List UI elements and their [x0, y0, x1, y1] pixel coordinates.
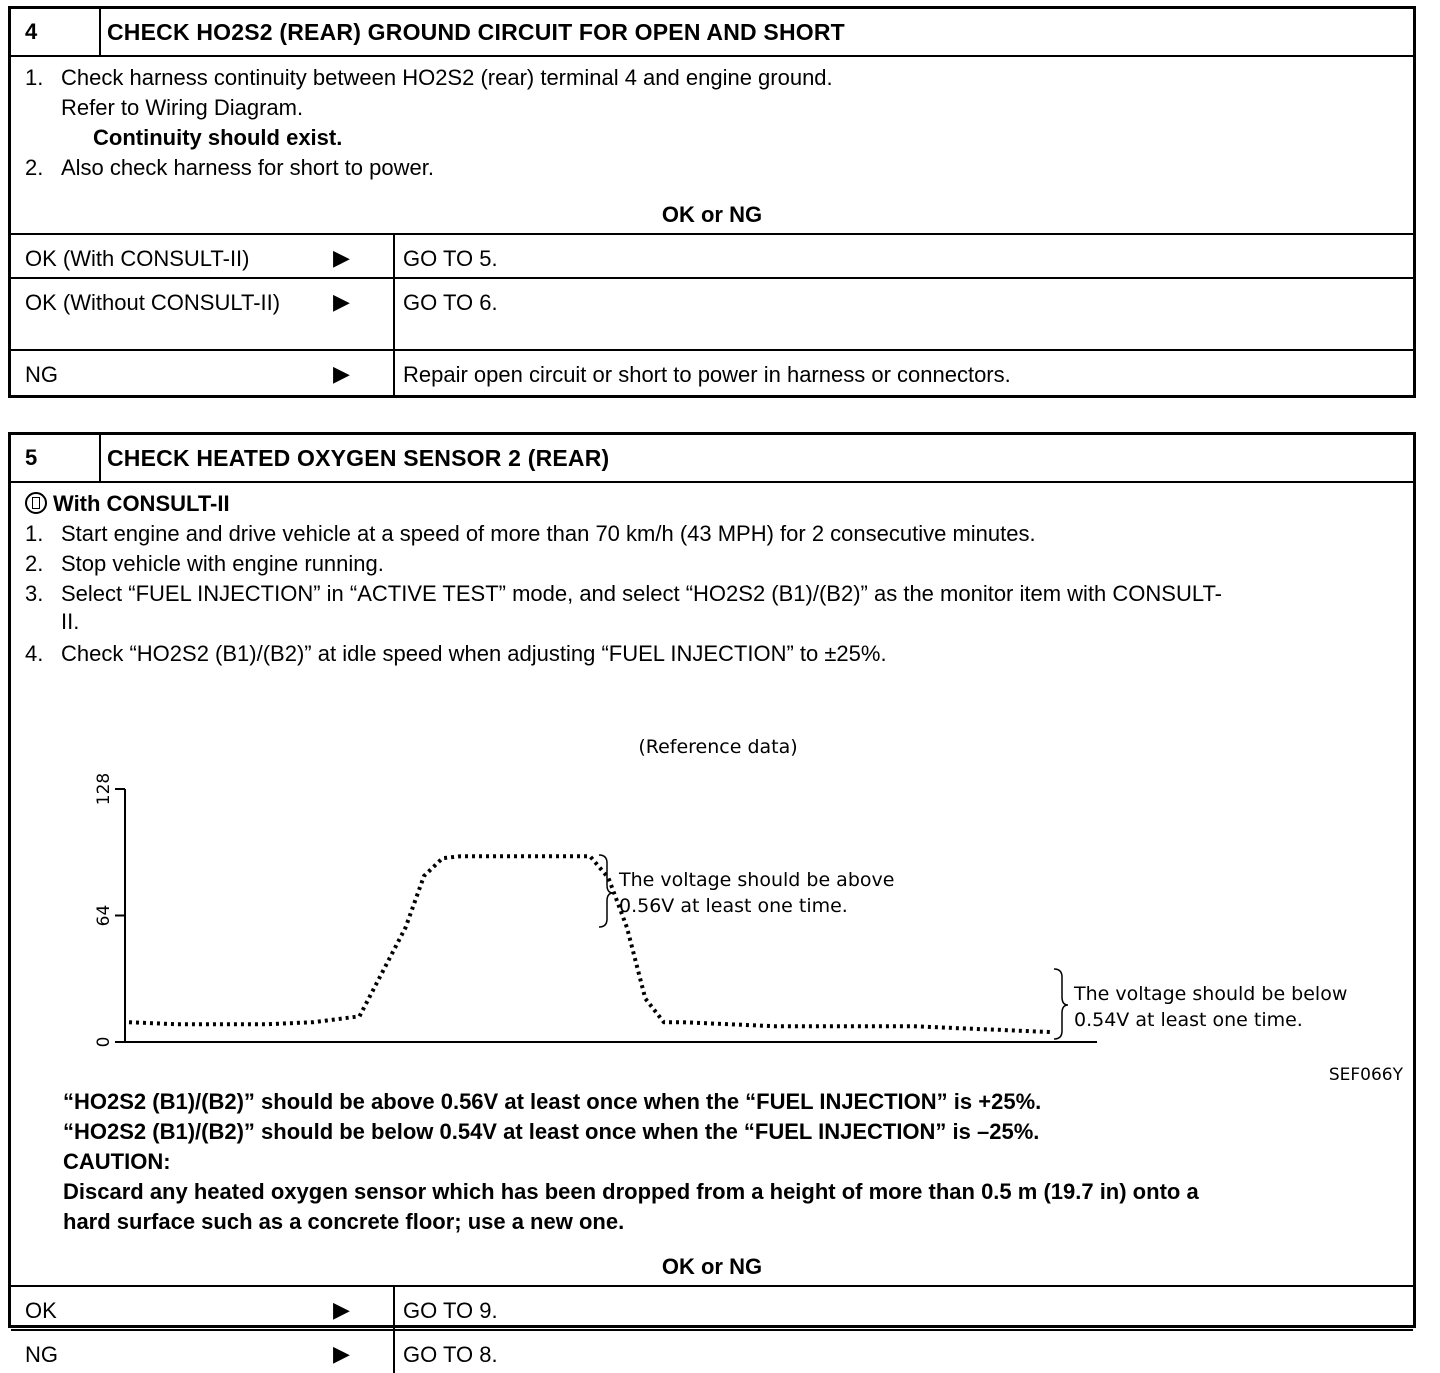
arrow-icon: ▶	[333, 1341, 350, 1366]
instruction-line: 3. Select “FUEL INJECTION” in “ACTIVE TEST” mode, and select “HO2S2 (B1)/(B2)” as the monitor item with CONSULT-	[25, 581, 1223, 606]
step-5-box	[8, 432, 1416, 1367]
step-4-box	[8, 6, 1416, 398]
instruction-line: 2. Also check harness for short to power.	[25, 155, 434, 180]
result-action: GO TO 9.	[403, 1298, 498, 1323]
result-row	[11, 277, 1413, 351]
voltage-series-line	[129, 856, 1051, 1032]
result-condition: OK (With CONSULT-II)	[25, 246, 250, 271]
step-title: CHECK HO2S2 (REAR) GROUND CIRCUIT FOR OPEN AND SHORT	[107, 19, 845, 45]
result-row	[11, 233, 1413, 279]
step-5-header	[11, 435, 1413, 483]
step-number: 5	[11, 435, 101, 481]
instruction-line: 4. Check “HO2S2 (B1)/(B2)” at idle speed when adjusting “FUEL INJECTION” to ±25%.	[25, 641, 887, 666]
instruction-line: 2. Stop vehicle with engine running.	[25, 551, 384, 576]
figure-code: SEF066Y	[1328, 1065, 1403, 1085]
instruction-line: II.	[61, 609, 80, 634]
arrow-icon: ▶	[333, 289, 350, 314]
step-title: CHECK HEATED OXYGEN SENSOR 2 (REAR)	[107, 445, 610, 471]
result-row	[11, 1285, 1413, 1331]
arrow-icon: ▶	[333, 245, 350, 270]
caution-text: Discard any heated oxygen sensor which has been dropped from a height of more than 0.5 m (19.7 in) onto a	[63, 1179, 1199, 1204]
result-condition: OK	[25, 1298, 57, 1323]
result-action: GO TO 6.	[403, 290, 498, 315]
instruction-line: 1. Start engine and drive vehicle at a speed of more than 70 km/h (43 MPH) for 2 consecutive minutes.	[25, 521, 1036, 546]
annotation-below: The voltage should be below 0.54V at least one time.	[1074, 983, 1348, 1031]
note-line: “HO2S2 (B1)/(B2)” should be above 0.56V at least once when the “FUEL INJECTION” is +25%.	[63, 1089, 1042, 1114]
y-tick-label: 0	[94, 1036, 114, 1048]
annotation-above: The voltage should be above 0.56V at least one time.	[619, 869, 895, 917]
caution-label: CAUTION:	[63, 1149, 171, 1174]
step-number: 4	[11, 9, 101, 55]
spec-line: Continuity should exist.	[93, 125, 343, 150]
arrow-icon: ▶	[333, 361, 350, 386]
result-row	[11, 1329, 1413, 1373]
consult-icon	[25, 492, 47, 514]
brace-above	[599, 855, 613, 927]
result-action: GO TO 8.	[403, 1342, 498, 1367]
result-condition: NG	[25, 1342, 58, 1367]
result-action: Repair open circuit or short to power in harness or connectors.	[403, 362, 1011, 387]
step-4-body	[11, 57, 1413, 397]
note-line: “HO2S2 (B1)/(B2)” should be below 0.54V at least once when the “FUEL INJECTION” is –25%.	[63, 1119, 1040, 1144]
ok-ng-label: OK or NG	[661, 1254, 763, 1279]
reference-label: (Reference data)	[638, 736, 798, 758]
step-4-header	[11, 9, 1413, 57]
instruction-line: Refer to Wiring Diagram.	[61, 95, 304, 120]
y-tick-label: 128	[94, 772, 114, 806]
ok-ng-label: OK or NG	[661, 202, 763, 227]
reference-chart	[11, 683, 1413, 1098]
step-5-body	[11, 483, 1413, 1367]
instruction-line: 1. Check harness continuity between HO2S2 (rear) terminal 4 and engine ground.	[25, 65, 833, 90]
brace-below	[1054, 969, 1068, 1039]
result-action: GO TO 5.	[403, 246, 498, 271]
consult-heading: With CONSULT-II	[25, 491, 230, 517]
arrow-icon: ▶	[333, 1297, 350, 1322]
result-condition: NG	[25, 362, 58, 387]
caution-text: hard surface such as a concrete floor; use a new one.	[63, 1209, 625, 1234]
result-row	[11, 349, 1413, 397]
y-tick-label: 64	[94, 904, 114, 927]
result-condition: OK (Without CONSULT-II)	[25, 290, 281, 315]
